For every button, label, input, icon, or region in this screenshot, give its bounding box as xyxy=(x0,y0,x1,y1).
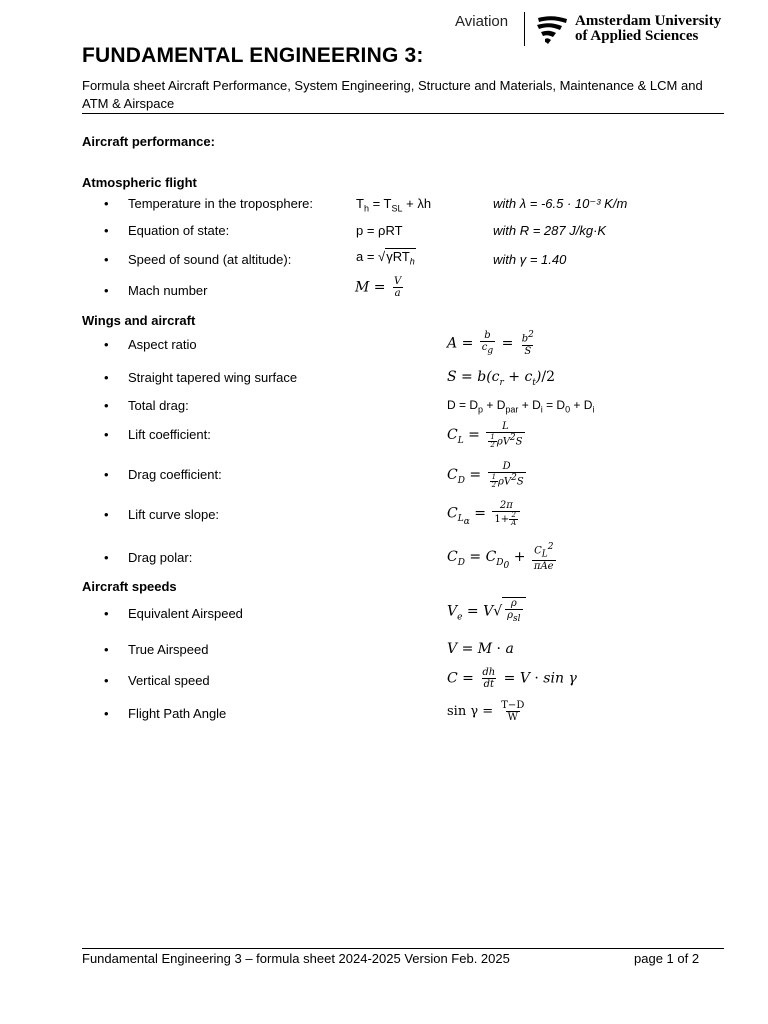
section-atmospheric-flight: Atmospheric flight xyxy=(82,175,197,190)
page-number: page 1 of 2 xyxy=(634,951,700,966)
bullet-icon: • xyxy=(104,606,109,621)
flight-path-angle-label: Flight Path Angle xyxy=(128,706,227,721)
vertical-speed-formula: C = $\frac{dh}{dt}$ = V · sin γ xyxy=(447,667,577,690)
total-drag-formula: $D = D_p + D_{par} + D_i = D_0 + D_i$ xyxy=(447,398,595,415)
vertical-speed-label: Vertical speed xyxy=(128,673,210,688)
bullet-icon: • xyxy=(104,507,109,522)
state-formula: p = ρRT xyxy=(356,223,403,238)
section-wings-and-aircraft: Wings and aircraft xyxy=(82,313,196,328)
mach-label: Mach number xyxy=(128,283,208,298)
footer-text: Fundamental Engineering 3 – formula sheet 2024-2025 Version Feb. 2025 xyxy=(82,951,510,966)
bullet-icon: • xyxy=(104,252,109,267)
brand-divider xyxy=(524,12,525,46)
bullet-icon: • xyxy=(104,370,109,385)
bullet-icon: • xyxy=(104,337,109,352)
bullet-icon: • xyxy=(104,706,109,721)
temperature-formula: $T_h = T_{SL} + \lambda h$ xyxy=(356,196,432,214)
bullet-icon: • xyxy=(104,223,109,238)
bullet-icon: • xyxy=(104,550,109,565)
sound-formula: a = √γRT$_h$ xyxy=(356,249,415,267)
tapered-wing-label: Straight tapered wing surface xyxy=(128,370,298,385)
page-title: FUNDAMENTAL ENGINEERING 3: xyxy=(82,44,424,67)
eas-label: Equivalent Airspeed xyxy=(128,606,243,621)
state-label: Equation of state: xyxy=(128,223,230,238)
footer-divider xyxy=(82,948,724,949)
aspect-ratio-formula: A = $\frac{b}{c_g}$ = $\frac{b^2}{S}$ xyxy=(447,330,534,357)
lift-curve-slope-formula: $C_{L_\alpha}$ = 2π 1+ $\frac{2}{A}$ xyxy=(447,500,522,527)
section-aircraft-performance: Aircraft performance: xyxy=(82,134,215,149)
bullet-icon: • xyxy=(104,642,109,657)
header-divider xyxy=(82,113,724,114)
lift-coefficient-formula: $C_L$ = L $\frac{1}{2}$ $\rho V^2S$ xyxy=(447,421,523,450)
state-note: with R = 287 J/kg·K xyxy=(493,223,607,238)
sound-note: with γ = 1.40 xyxy=(493,252,567,267)
university-logo-icon xyxy=(535,14,569,46)
lift-coefficient-label: Lift coefficient: xyxy=(128,427,211,442)
lift-curve-slope-label: Lift curve slope: xyxy=(128,507,220,522)
section-aircraft-speeds: Aircraft speeds xyxy=(82,579,177,594)
division-label: Aviation xyxy=(455,13,509,30)
drag-polar-formula: $C_D = C_{D_0}$ + $\frac{C_L^2}{\text{πAe}}$ xyxy=(447,542,554,573)
university-name xyxy=(575,14,721,44)
bullet-icon: • xyxy=(104,398,109,413)
sound-label: Speed of sound (at altitude): xyxy=(128,252,292,267)
university-name-line-1: Amsterdam University xyxy=(575,13,722,29)
tas-formula: V = M · a xyxy=(447,641,514,657)
drag-polar-label: Drag polar: xyxy=(128,550,193,565)
total-drag-label: Total drag: xyxy=(128,398,189,413)
university-name-line-2: of Applied Sciences xyxy=(575,28,699,44)
drag-coefficient-formula: $C_D$ = D $\frac{1}{2}$ $\rho V^2S$ xyxy=(447,461,524,490)
drag-coefficient-label: Drag coefficient: xyxy=(128,467,222,482)
bullet-icon: • xyxy=(104,427,109,442)
mach-formula: M = $\frac{V}{a}$ xyxy=(355,276,402,299)
eas-formula: $V_e = V√$ $\frac{\rho}{\rho_{sl}}$ xyxy=(447,597,526,625)
bullet-icon: • xyxy=(104,283,109,298)
temperature-label: Temperature in the troposphere: xyxy=(128,196,313,211)
flight-path-angle-formula: sin γ = $\frac{T-D}{W}$ xyxy=(447,700,525,723)
page-subtitle: Formula sheet Aircraft Performance, System Engineering, Structure and Materials, Maintenance & LCM and ATM & Airspace xyxy=(82,78,703,111)
bullet-icon: • xyxy=(104,196,109,211)
aspect-ratio-label: Aspect ratio xyxy=(128,337,197,352)
bullet-icon: • xyxy=(104,467,109,482)
temperature-note: with λ = -6.5 · 10⁻³ K/m xyxy=(493,196,628,211)
tapered-wing-formula: $S = b(c_r + c_t)/2$ xyxy=(447,369,556,388)
tas-label: True Airspeed xyxy=(128,642,209,657)
bullet-icon: • xyxy=(104,673,109,688)
